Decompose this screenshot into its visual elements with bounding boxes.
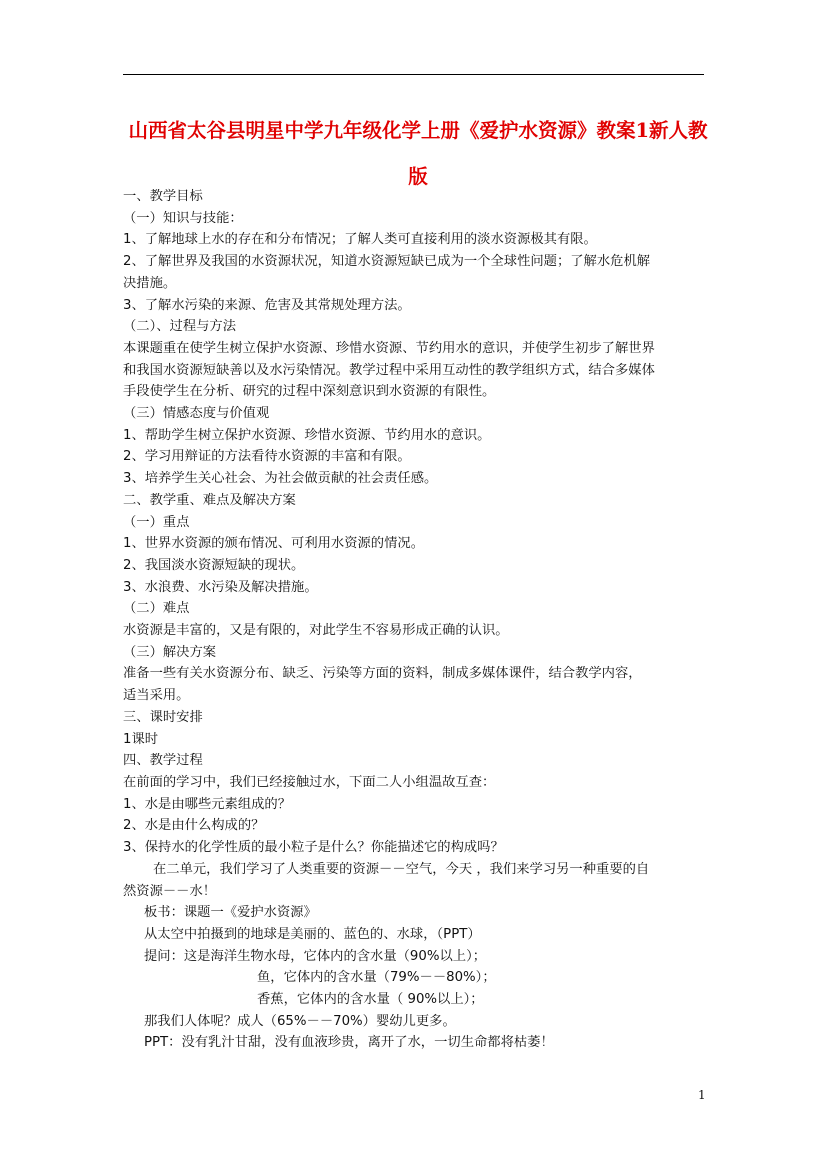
body-line: 2、了解世界及我国的水资源状况，知道水资源短缺已成为一个全球性问题；了解水危机解 (123, 254, 651, 270)
body-line: 3、水浪费、水污染及解决措施。 (123, 579, 318, 595)
body-line: （一）知识与技能： (123, 210, 243, 226)
body-line: （二）难点 (123, 601, 190, 617)
body-line: 在二单元，我们学习了人类重要的资源－－空气，今天 ，我们来学习另一种重要的自 (153, 861, 650, 877)
body-line: PPT：没有乳汁甘甜，没有血液珍贵，离开了水，一切生命都将枯萎！ (144, 1035, 554, 1051)
title-line-2: 版 (408, 165, 428, 188)
body-line: 2、水是由什么构成的？ (123, 818, 265, 834)
body-line: 三、课时安排 (123, 709, 203, 725)
body-line: 在前面的学习中，我们已经接触过水，下面二人小组温故互查： (123, 774, 496, 790)
body-line: 决措施。 (123, 275, 177, 291)
body-line: 鱼，它体内的含水量（79%－－80%）； (257, 970, 496, 986)
body-line: 2、学习用辩证的方法看待水资源的丰富和有限。 (123, 449, 411, 465)
body-line: （三）情感态度与价值观 (123, 406, 270, 422)
page-number: 1 (698, 1088, 706, 1102)
body-line: 和我国水资源短缺善以及水污染情况。教学过程中采用互动性的教学组织方式，结合多媒体 (123, 362, 655, 378)
header-rule (123, 74, 704, 75)
body-line: 从太空中拍摄到的地球是美丽的、蓝色的、水球，（PPT） (144, 926, 481, 942)
title-line-1: 山西省太谷县明星中学九年级化学上册《爱护水资源》教案1新人教 (128, 119, 708, 142)
body-line: （三）解决方案 (123, 644, 217, 660)
body-line: 3、了解水污染的来源、危害及其常规处理方法。 (123, 297, 411, 313)
body-line: 四、教学过程 (123, 753, 203, 769)
body-line: 3、培养学生关心社会、为社会做贡献的社会责任感。 (123, 471, 438, 487)
body-line: 准备一些有关水资源分布、缺乏、污染等方面的资料，制成多媒体课件，结合教学内容， (123, 666, 642, 682)
body-line: 手段使学生在分析、研究的过程中深刻意识到水资源的有限性。 (123, 384, 496, 400)
body-line: 本课题重在使学生树立保护水资源、珍惜水资源、节约用水的意识，并使学生初步了解世界 (123, 340, 655, 356)
body-line: （一）重点 (123, 514, 190, 530)
body-line: 2、我国淡水资源短缺的现状。 (123, 557, 305, 573)
body-line: 1、水是由哪些元素组成的？ (123, 796, 292, 812)
body-line: 1课时 (123, 731, 159, 747)
body-line: 水资源是丰富的，又是有限的，对此学生不容易形成正确的认识。 (123, 623, 509, 639)
body-line: 适当采用。 (123, 688, 190, 704)
body-line: 香蕉，它体内的含水量（ 90%以上）； (257, 992, 484, 1008)
body-line: 1、世界水资源的颁布情况、可利用水资源的情况。 (123, 536, 424, 552)
body-line: 然资源－－水！ (123, 883, 217, 899)
body-line: （二）、过程与方法 (123, 319, 237, 335)
body-line: 板书：课题一《爱护水资源》 (144, 905, 317, 921)
body-line: 那我们人体呢？成人（65%－－70%）婴幼儿更多。 (144, 1013, 456, 1029)
body-line: 1、帮助学生树立保护水资源、珍惜水资源、节约用水的意识。 (123, 427, 491, 443)
body-line: 二、教学重、难点及解决方案 (123, 492, 296, 508)
body-line: 提问：这是海洋生物水母，它体内的含水量（90%以上）； (144, 948, 487, 964)
document-body (123, 186, 709, 1054)
body-line: 一、教学目标 (123, 189, 203, 204)
body-line: 1、了解地球上水的存在和分布情况；了解人类可直接利用的淡水资源极其有限。 (123, 232, 597, 248)
body-line: 3、保持水的化学性质的最小粒子是什么？你能描述它的构成吗？ (123, 840, 504, 856)
